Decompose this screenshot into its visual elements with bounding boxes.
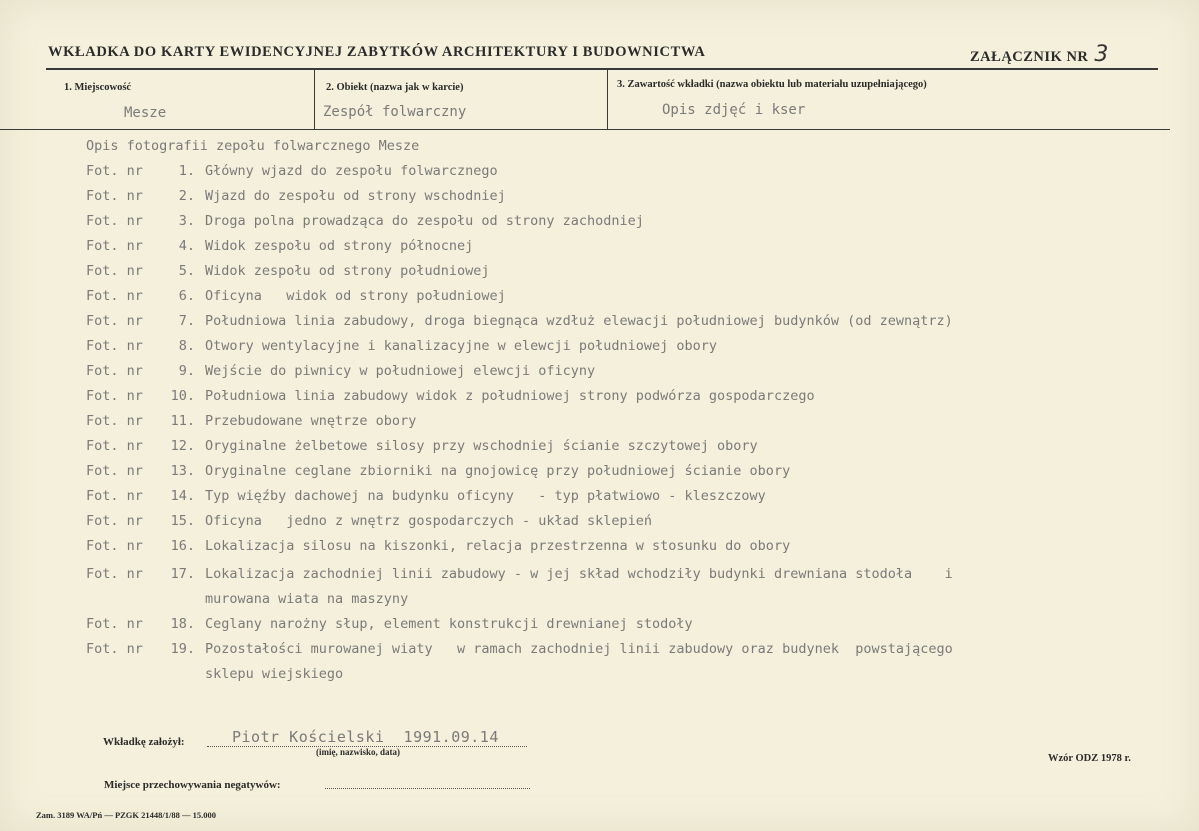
field-content-label: 3. Zawartość wkładki (nazwa obiektu lub materiału uzupełniającego) — [617, 79, 927, 90]
item-prefix: Fot. nr — [86, 338, 143, 354]
item-description: Typ więźby dachowej na budynku oficyny - typ płatwiowo - kleszczowy — [205, 488, 766, 504]
item-prefix: Fot. nr — [86, 538, 143, 554]
negatives-label: Miejsce przechowywania negatywów: — [104, 779, 281, 791]
annex-number: 3 — [1094, 42, 1109, 67]
annex-label-text: ZAŁĄCZNIK NR — [970, 49, 1089, 65]
item-prefix: Fot. nr — [86, 363, 143, 379]
item-description: Oryginalne żelbetowe silosy przy wschodniej ścianie szczytowej obory — [205, 438, 758, 454]
list-item — [86, 463, 790, 488]
item-number: 19. — [170, 641, 195, 657]
author-value: Piotr Kościelski 1991.09.14 — [232, 728, 499, 746]
item-number: 6. — [178, 288, 195, 304]
print-info: Zam. 3189 WA/Pń — PZGK 21448/1/88 — 15.000 — [36, 810, 217, 820]
item-description: Widok zespołu od strony północnej — [205, 238, 474, 254]
list-item — [86, 641, 953, 666]
item-description: Wejście do piwnicy w południowej elewcji oficyny — [205, 363, 596, 379]
item-number: 11. — [170, 413, 195, 429]
item-prefix: Fot. nr — [86, 288, 143, 304]
list-item — [86, 413, 416, 438]
list-item — [86, 213, 644, 238]
list-item — [86, 438, 758, 463]
column-divider-2 — [607, 70, 608, 130]
item-number: 12. — [170, 438, 195, 454]
item-prefix: Fot. nr — [86, 238, 143, 254]
item-description: Południowa linia zabudowy widok z południowej strony podwórza gospodarczego — [205, 388, 815, 404]
header-rule-bottom — [0, 129, 1170, 130]
negatives-line — [325, 788, 530, 789]
template-info: Wzór ODZ 1978 r. — [1048, 753, 1131, 764]
column-divider-1 — [314, 70, 315, 130]
item-number: 18. — [170, 616, 195, 632]
item-prefix: Fot. nr — [86, 513, 143, 529]
item-prefix: Fot. nr — [86, 463, 143, 479]
item-prefix: Fot. nr — [86, 163, 143, 179]
field-locality-value: Mesze — [124, 105, 167, 121]
item-prefix: Fot. nr — [86, 213, 143, 229]
list-item — [86, 188, 506, 213]
item-number: 5. — [178, 263, 195, 279]
list-item — [86, 616, 693, 641]
item-description: Oryginalne ceglane zbiorniki na gnojowicę przy południowej ścianie obory — [205, 463, 791, 479]
item-number: 15. — [170, 513, 195, 529]
item-prefix: Fot. nr — [86, 616, 143, 632]
list-item — [86, 338, 717, 363]
item-prefix: Fot. nr — [86, 313, 143, 329]
author-hint: (imię, nazwisko, data) — [316, 747, 400, 757]
list-item — [86, 163, 498, 188]
field-object-label: 2. Obiekt (nazwa jak w karcie) — [326, 82, 464, 93]
field-object-value: Zespół folwarczny — [323, 104, 467, 120]
item-description: Pozostałości murowanej wiaty w ramach zachodniej linii zabudowy oraz budynek powstającego — [205, 641, 953, 657]
header-rule-top — [46, 68, 1158, 70]
item-prefix: Fot. nr — [86, 413, 143, 429]
item-number: 8. — [178, 338, 195, 354]
item-number: 7. — [178, 313, 195, 329]
photo-list-heading: Opis fotografii zepołu folwarcznego Mesze — [86, 138, 420, 154]
item-description: Ceglany narożny słup, element konstrukcji drewnianej stodoły — [205, 616, 693, 632]
item-number: 3. — [178, 213, 195, 229]
item-number: 13. — [170, 463, 195, 479]
item-prefix: Fot. nr — [86, 488, 143, 504]
item-number: 10. — [170, 388, 195, 404]
item-description: Przebudowane wnętrze obory — [205, 413, 417, 429]
item-number: 1. — [178, 163, 195, 179]
field-content-value: Opis zdjęć i kser — [662, 102, 806, 118]
list-item — [86, 538, 790, 563]
item-description: Lokalizacja zachodniej linii zabudowy - w jej skład wchodziły budynki drewniana stodoła i — [205, 566, 953, 582]
list-item — [86, 313, 953, 338]
item-description: Widok zespołu od strony południowej — [205, 263, 490, 279]
item-description: Droga polna prowadząca do zespołu od strony zachodniej — [205, 213, 644, 229]
item-description: Wjazd do zespołu od strony wschodniej — [205, 188, 506, 204]
item-prefix: Fot. nr — [86, 188, 143, 204]
item-prefix: Fot. nr — [86, 641, 143, 657]
item-prefix: Fot. nr — [86, 438, 143, 454]
document-title: WKŁADKA DO KARTY EWIDENCYJNEJ ZABYTKÓW ARCHITEKTURY I BUDOWNICTWA — [48, 44, 706, 60]
list-item — [86, 566, 953, 591]
item-description: Lokalizacja silosu na kiszonki, relacja przestrzenna w stosunku do obory — [205, 538, 791, 554]
item-description: Oficyna jedno z wnętrz gospodarczych - układ sklepień — [205, 513, 653, 529]
item-number: 17. — [170, 566, 195, 582]
item-number: 16. — [170, 538, 195, 554]
list-item — [86, 238, 473, 263]
item-number: 2. — [178, 188, 195, 204]
list-item — [86, 288, 506, 313]
list-item — [86, 488, 766, 513]
item-number: 9. — [178, 363, 195, 379]
list-item — [86, 363, 595, 388]
item-prefix: Fot. nr — [86, 388, 143, 404]
annex-label — [970, 42, 1109, 67]
list-item — [86, 513, 652, 538]
item-prefix: Fot. nr — [86, 263, 143, 279]
item-description: Otwory wentylacyjne i kanalizacyjne w elewcji południowej obory — [205, 338, 718, 354]
item-description: Południowa linia zabudowy, droga biegnąca wzdłuż elewacji południowej budynków (od zewnątrz) — [205, 313, 953, 329]
list-item — [86, 263, 489, 288]
list-item — [86, 388, 815, 413]
item-19-continuation: sklepu wiejskiego — [205, 666, 344, 682]
item-number: 4. — [178, 238, 195, 254]
item-number: 14. — [170, 488, 195, 504]
item-17-continuation: murowana wiata na maszyny — [205, 591, 409, 607]
field-locality-label: 1. Miejscowość — [64, 82, 132, 93]
item-description: Główny wjazd do zespołu folwarcznego — [205, 163, 498, 179]
author-label: Wkładkę założył: — [103, 736, 185, 748]
item-prefix: Fot. nr — [86, 566, 143, 582]
item-description: Oficyna widok od strony południowej — [205, 288, 506, 304]
